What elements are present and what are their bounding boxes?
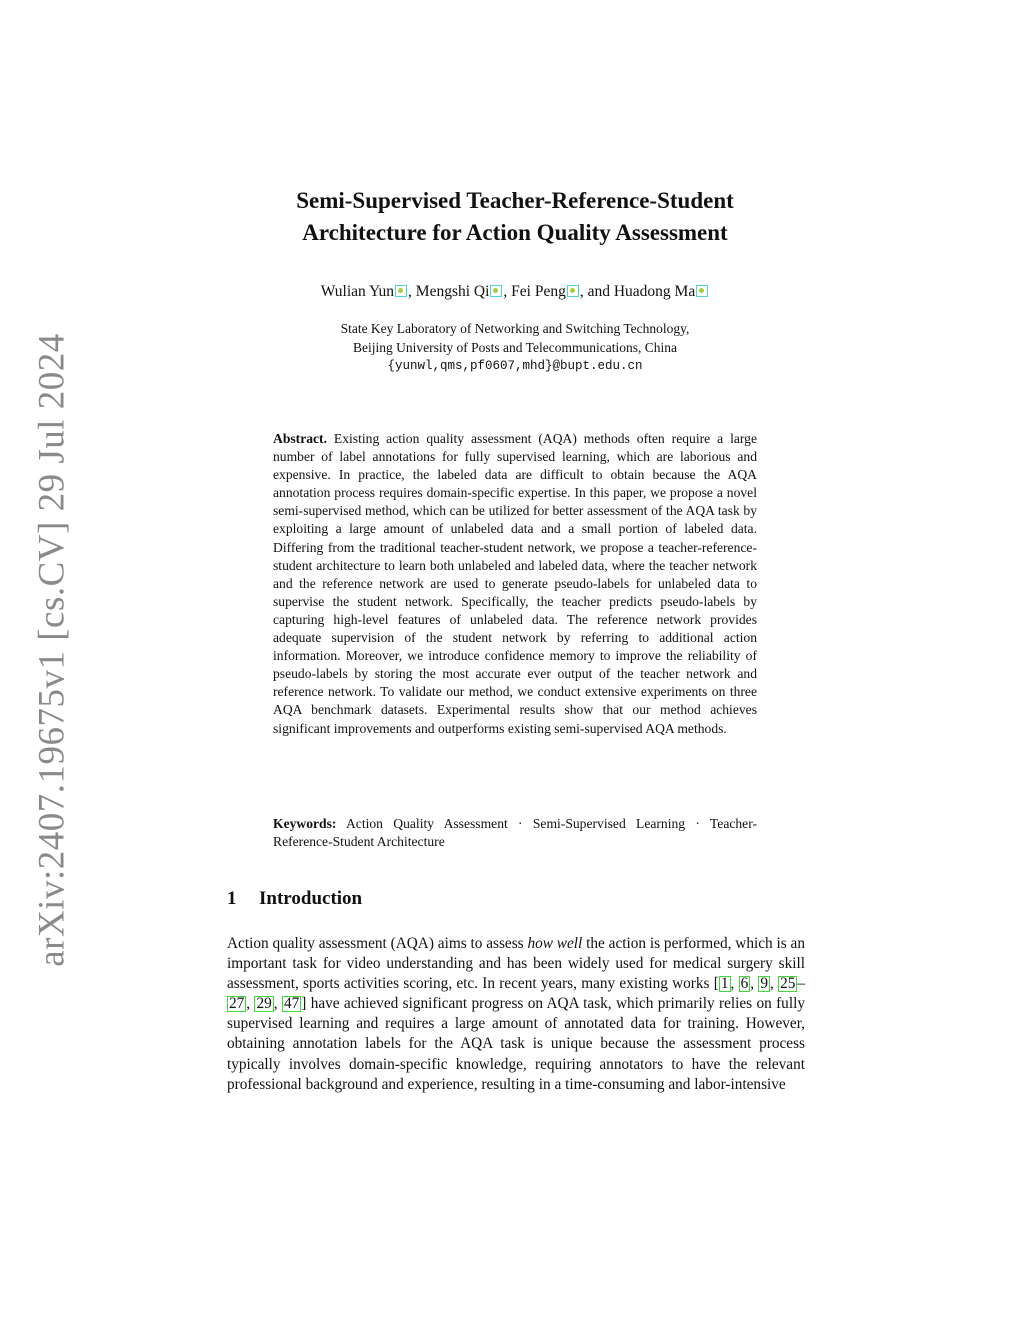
citation-link[interactable]: 25 (780, 975, 796, 993)
affiliation-line-1: State Key Laboratory of Networking and Switching Technology, (340, 321, 690, 336)
citation-link[interactable]: 29 (256, 995, 272, 1013)
section-heading (227, 888, 362, 910)
introduction-paragraph: Action quality assessment (AQA) aims to assess how well the action is performed, which is an important task for video understanding and has been widely used for medical surgery skill assessment, sports activities scoring, etc. In recent years, many existing works [ 1 , 6 , 9 , 25 –27 , 29 , 47 ] have achieved significant progress on AQA task, which primarily relies on fully supervised learning and requires a large amount of annotated data for training. However, obtaining annotation labels for the AQA task is unique because the assessment process typically involves domain-specific knowledge, requiring annotators to have the relevant professional background and experience, resulting in a time-consuming and labor-intensive (227, 935, 806, 1093)
orcid-icon[interactable] (696, 285, 708, 297)
author-name: Mengshi Qi (415, 283, 490, 300)
citation-link[interactable]: 27 (229, 995, 245, 1013)
keywords-label: Keywords: (273, 816, 337, 831)
title-line-1: Semi-Supervised Teacher-Reference-Student (296, 188, 734, 213)
orcid-icon[interactable] (395, 285, 407, 297)
author-name: Huadong Ma (613, 283, 696, 300)
abstract-label: Abstract. (273, 431, 327, 446)
author-email: {yunwl,qms,pf0607,mhd}@bupt.edu.cn (387, 359, 643, 373)
citation-link[interactable]: 6 (740, 975, 749, 993)
citation-link[interactable]: 47 (283, 995, 300, 1013)
author-name: Fei Peng (511, 283, 566, 300)
arxiv-identifier-stamp: arXiv:2407.19675v1 [cs.CV] 29 Jul 2024 (31, 333, 73, 967)
section-title: Introduction (259, 888, 363, 909)
orcid-icon[interactable] (490, 285, 502, 297)
citation-link[interactable]: 9 (760, 975, 768, 993)
paper-title (200, 185, 830, 249)
citation-link[interactable]: 1 (720, 975, 729, 993)
keywords (273, 815, 757, 851)
orcid-icon[interactable] (567, 285, 579, 297)
author-name: Wulian Yun (320, 283, 395, 300)
keywords-text: Action Quality Assessment · Semi-Supervised Learning · Teacher-Reference-Student Architecture (273, 816, 757, 849)
abstract (273, 430, 757, 738)
affiliation (200, 320, 830, 376)
abstract-text: Existing action quality assessment (AQA) methods often require a large number of label annotations for fully supervised learning, which are laborious and expensive. In practice, the labeled data are difficult to obtain because the AQA annotation process requires domain-specific expertise. In this paper, we propose a novel semi-supervised method, which can be utilized for better assessment of the AQA task by exploiting a large amount of unlabeled data and a small portion of labeled data. Differing from the traditional teacher-student network, we propose a teacher-reference-student architecture to learn both unlabeled and labeled data, where the teacher network and the reference network are used to generate pseudo-labels for unlabeled data to supervise the student network. Specifically, the teacher predicts pseudo-labels by capturing high-level features of unlabeled data. The reference network provides adequate supervision of the student network by referring to additional action information. Moreover, we introduce confidence memory to improve the reliability of pseudo-labels by storing the most accurate ever output of the teacher network and reference network. To validate our method, we conduct extensive experiments on three AQA benchmark datasets. Experimental results show that our method achieves significant improvements and outperforms existing semi-supervised AQA methods. (273, 431, 757, 736)
section-number: 1 (227, 888, 237, 909)
emphasis: how well (527, 935, 583, 952)
title-line-2: Architecture for Action Quality Assessment (302, 220, 728, 245)
author-list: Wulian Yun , Mengshi Qi , Fei Peng , and Huadong Ma (200, 283, 830, 301)
affiliation-line-2: Beijing University of Posts and Telecommunications, China (353, 339, 677, 355)
